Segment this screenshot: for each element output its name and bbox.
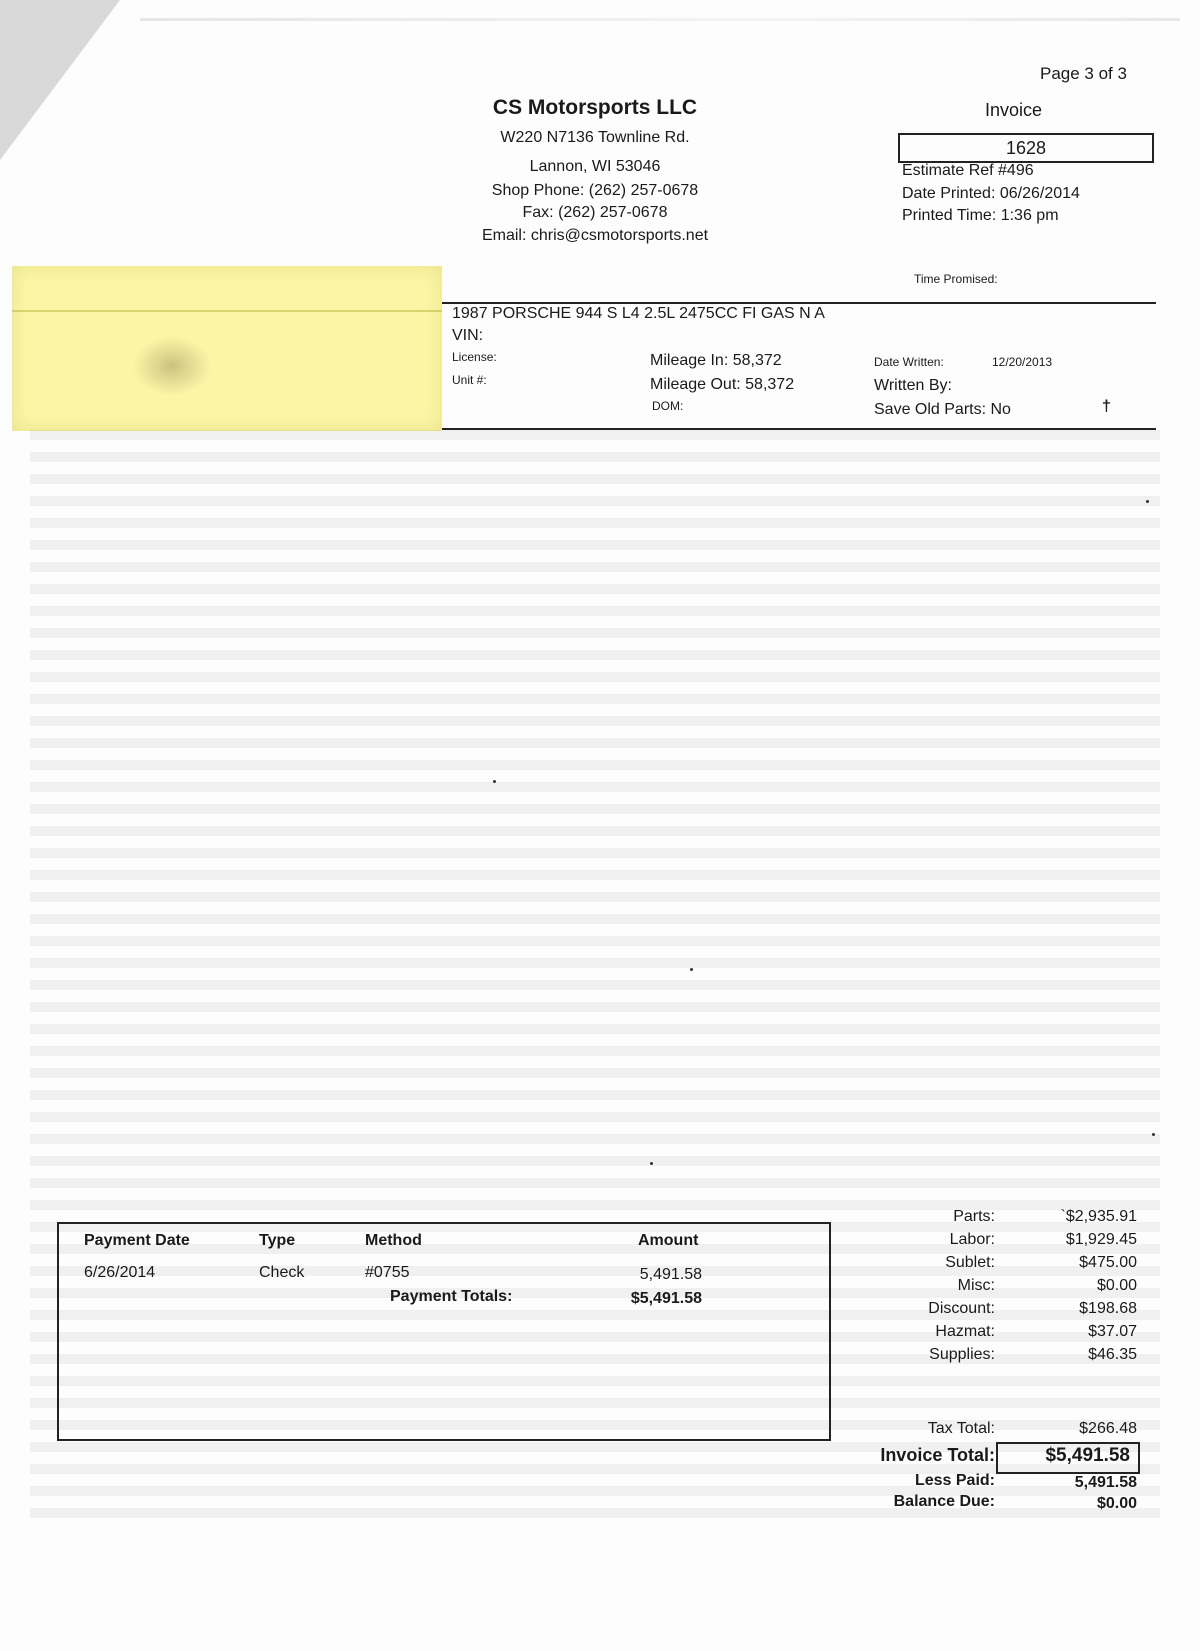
vin-label: VIN: <box>452 327 484 344</box>
payment-amount: 5,491.58 <box>639 1266 702 1283</box>
hazmat-label: Hazmat: <box>935 1323 995 1340</box>
shop-phone: Shop Phone: (262) 257-0678 <box>491 182 699 199</box>
printed-time: Printed Time: 1:36 pm <box>902 207 1059 224</box>
scan-speck <box>650 1162 653 1165</box>
discount-value: $198.68 <box>1079 1300 1137 1317</box>
parts-value: `$2,935.91 <box>1060 1208 1137 1225</box>
sublet-value: $475.00 <box>1079 1254 1137 1271</box>
discount-label: Discount: <box>928 1300 995 1317</box>
scan-speck <box>493 780 496 783</box>
vehicle-top-rule <box>442 302 1156 304</box>
vehicle-description: 1987 PORSCHE 944 S L4 2.5L 2475CC FI GAS N A <box>452 305 825 322</box>
written-by: Written By: <box>874 377 952 394</box>
payment-totals-label: Payment Totals: <box>390 1288 513 1305</box>
sticky-crease <box>12 310 442 312</box>
address-line2: Lannon, WI 53046 <box>529 158 661 175</box>
supplies-value: $46.35 <box>1088 1346 1137 1363</box>
date-written-label: Date Written: <box>874 355 944 369</box>
tax-total-value: $266.48 <box>1079 1420 1137 1437</box>
invoice-total-value: $5,491.58 <box>1045 1445 1130 1466</box>
scan-speck <box>690 968 693 971</box>
dagger-mark: † <box>1102 398 1111 415</box>
date-written-value: 12/20/2013 <box>992 355 1053 369</box>
parts-label: Parts: <box>953 1208 995 1225</box>
license-label: License: <box>452 350 497 364</box>
balance-due-label: Balance Due: <box>893 1493 995 1510</box>
folded-corner <box>0 0 120 160</box>
save-old-parts: Save Old Parts: No <box>874 401 1011 418</box>
payment-type-header: Type <box>259 1232 296 1249</box>
unit-label: Unit #: <box>452 373 487 387</box>
misc-value: $0.00 <box>1096 1277 1137 1294</box>
payment-method-header: Method <box>365 1232 422 1249</box>
email: Email: chris@csmotorsports.net <box>481 227 709 244</box>
sublet-label: Sublet: <box>945 1254 995 1271</box>
balance-due-value: $0.00 <box>1096 1495 1137 1512</box>
less-paid-value: 5,491.58 <box>1074 1474 1137 1491</box>
payment-amount-header: Amount <box>638 1232 699 1249</box>
estimate-ref: Estimate Ref #496 <box>902 162 1034 179</box>
date-printed: Date Printed: 06/26/2014 <box>902 185 1080 202</box>
invoice-total-label: Invoice Total: <box>880 1445 995 1465</box>
payment-method: #0755 <box>365 1264 410 1281</box>
labor-value: $1,929.45 <box>1065 1231 1137 1248</box>
sticky-smudge <box>132 336 212 396</box>
payment-date-header: Payment Date <box>84 1232 190 1249</box>
dom-label: DOM: <box>652 399 684 413</box>
supplies-label: Supplies: <box>929 1346 995 1363</box>
tax-total-label: Tax Total: <box>927 1420 995 1437</box>
time-promised-label: Time Promised: <box>914 272 998 286</box>
mileage-in: Mileage In: 58,372 <box>650 352 782 369</box>
scan-speck <box>1152 1133 1155 1136</box>
fax: Fax: (262) 257-0678 <box>522 204 668 221</box>
mileage-out: Mileage Out: 58,372 <box>650 376 795 393</box>
invoice-number: 1628 <box>898 133 1154 163</box>
less-paid-label: Less Paid: <box>914 1472 995 1489</box>
payment-box <box>57 1222 831 1441</box>
address-line1: W220 N7136 Townline Rd. <box>500 129 690 146</box>
payment-date: 6/26/2014 <box>84 1264 156 1281</box>
hazmat-value: $37.07 <box>1088 1323 1137 1340</box>
labor-label: Labor: <box>949 1231 995 1248</box>
page-number: Page 3 of 3 <box>1040 64 1127 83</box>
scan-edge <box>140 18 1180 21</box>
scan-speck <box>1146 500 1149 503</box>
company-name: CS Motorsports LLC <box>492 96 698 119</box>
payment-type: Check <box>259 1264 305 1281</box>
payment-totals-value: $5,491.58 <box>630 1290 702 1307</box>
invoice-title: Invoice <box>985 100 1043 120</box>
redaction-sticky-note <box>12 266 442 431</box>
misc-label: Misc: <box>957 1277 995 1294</box>
